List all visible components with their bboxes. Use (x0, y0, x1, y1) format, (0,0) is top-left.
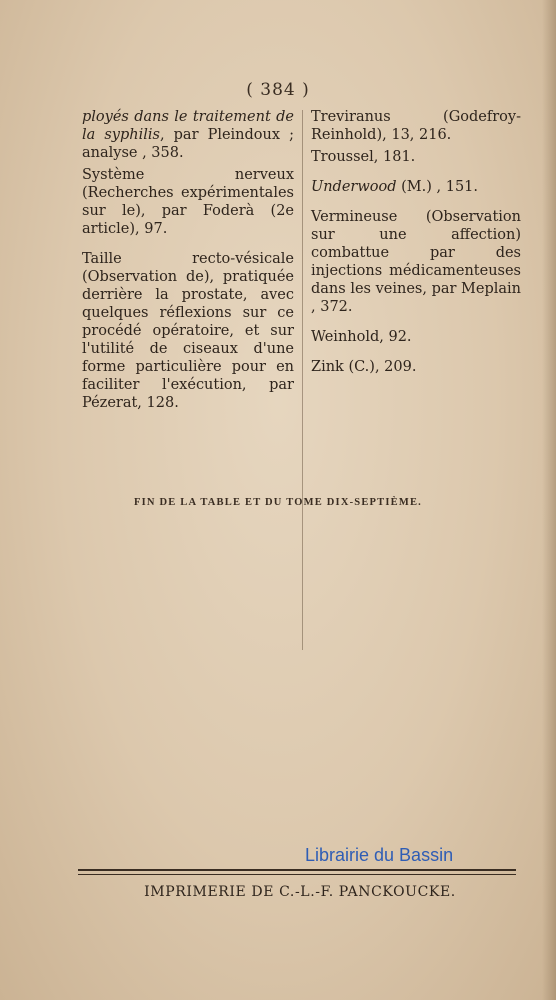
page-number: ( 384 ) (246, 80, 310, 100)
column-divider (302, 110, 303, 650)
entry-text: (M.) , 151. (396, 179, 479, 195)
imprint-rule-thin (78, 874, 516, 875)
index-entry (311, 358, 521, 376)
entry-text: Treviranus (Godefroy-Reinhold), 13, 216. (311, 109, 521, 143)
entry-italic: Underwood (311, 179, 397, 195)
index-entry (82, 166, 294, 238)
entry-italic: ployés dans le traitement de la syphilis (82, 109, 294, 143)
imprint-rule-thick (78, 869, 516, 871)
entry-text: Troussel, 181. (311, 149, 416, 165)
entry-text: Système nerveux (Recherches expérimentales sur le), par Foderà (2e article), 97. (82, 167, 294, 237)
right-column (311, 108, 521, 388)
index-entry (311, 328, 521, 346)
entry-text: , par Pleindoux ; analyse , 358. (82, 127, 294, 161)
index-entry (311, 148, 521, 166)
entry-text: Weinhold, 92. (311, 329, 412, 345)
index-entry (311, 108, 521, 144)
end-of-table-line: FIN DE LA TABLE ET DU TOME DIX-SEPTIÈME. (133, 497, 422, 508)
index-entry (311, 208, 521, 316)
entry-text: Zink (C.), 209. (311, 359, 417, 375)
left-column (82, 108, 294, 424)
printer-imprint: IMPRIMERIE DE C.-L.-F. PANCKOUCKE. (144, 884, 456, 900)
entry-text: Taille recto-vésicale (Observation de), pratiquée derrière la prostate, avec quelques réflexions sur ce procédé opératoire, et sur l'utilité de ciseaux d'une forme particulière pour en faciliter l'exécution, par Pézerat, 128. (82, 251, 294, 411)
seller-watermark: Librairie du Bassin (305, 845, 454, 865)
index-entry (82, 108, 294, 162)
entry-text: Vermineuse (Observation sur une affection) combattue par des injections médicamenteuses dans les veines, par Meplain , 372. (311, 209, 522, 315)
index-entry (311, 178, 521, 196)
index-entry (82, 250, 294, 412)
